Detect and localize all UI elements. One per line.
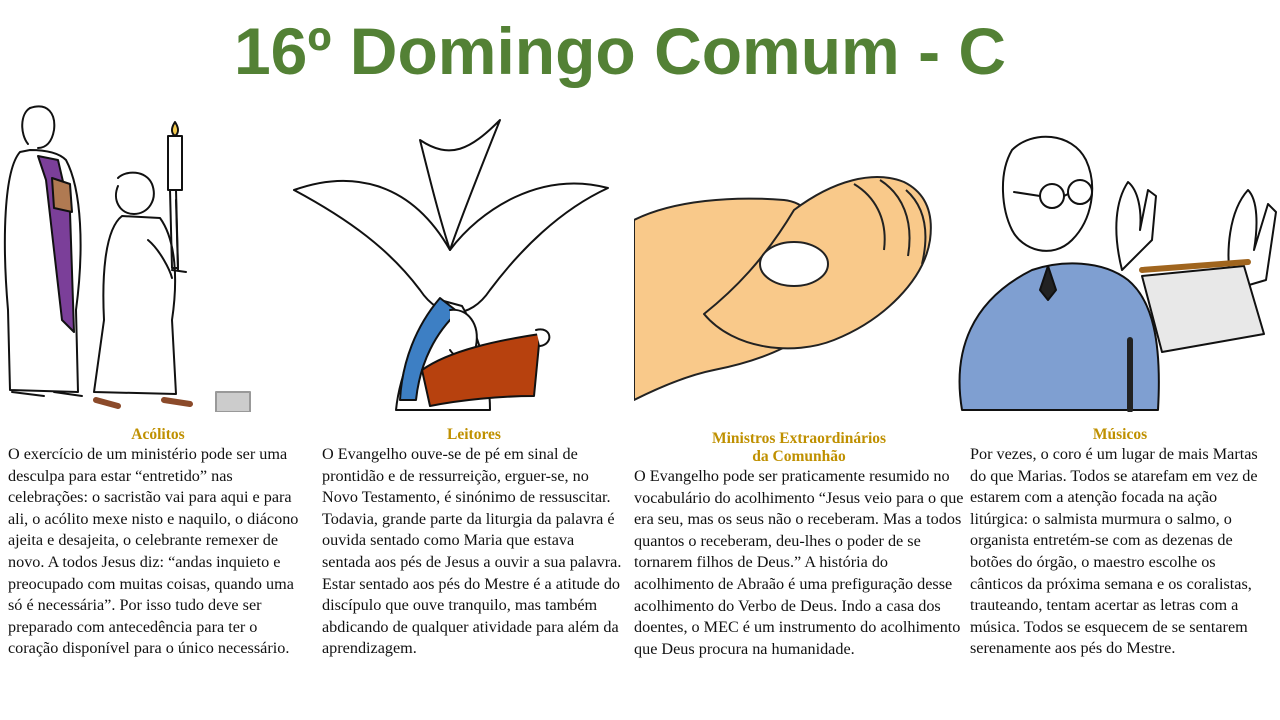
musicians-column (970, 426, 1270, 660)
ministers-heading-line1: Ministros Extraordinários (711, 430, 887, 447)
musicians-heading: Músicos (1092, 426, 1148, 443)
hands-with-host-icon (634, 100, 940, 412)
acolytes-illustration (0, 100, 252, 412)
ministers-column (634, 430, 964, 660)
slide-title: 16º Domingo Comum - C (233, 14, 1007, 88)
readers-illustration (290, 100, 610, 412)
ministers-illustration (634, 100, 940, 412)
readers-column (322, 426, 626, 660)
musicians-illustration (952, 100, 1280, 412)
dove-and-reader-icon (290, 100, 610, 412)
readers-heading: Leitores (447, 426, 501, 443)
readers-text: O Evangelho ouve-se de pé em sinal de prontidão e de ressurreição, erguer-se, no Novo Testamento, é sinónimo de ressuscitar. Todavia, grande parte da liturgia da palavra é ouvida sentado como Maria que estava sentada aos pés de Jesus a ouvir a sua palavra. Estar sentado aos pés do Mestre é a atitude do discípulo que ouve tranquilo, mas também abdicando de qualquer atividade para além da aprendizagem. (322, 445, 622, 658)
acolytes-heading: Acólitos (131, 426, 185, 443)
priest-and-acolyte-icon (0, 100, 252, 412)
choir-director-icon (952, 100, 1280, 412)
musicians-text: Por vezes, o coro é um lugar de mais Martas do que Marias. Todos se atarefam em vez de estarem com a atenção focada na ação litúrgica: o salmista murmura o salmo, o organista entretém-se com as dezenas de botões do órgão, o maestro escolhe os cânticos da próxima semana e os coralistas, trauteando, tentam acertar as letras com a música. Todos se esquecem de se sentarem serenamente aos pés do Mestre. (970, 445, 1258, 658)
ministers-text: O Evangelho pode ser praticamente resumido no vocabulário do acolhimento “Jesus veio para o que era seu, mas os seus não o receberam. Mas a todos quantos o receberam, deu-lhes o poder de se tornarem filhos de Deus.” A história do acolhimento de Abraão é uma prefiguração desse acolhimento do Verbo de Deus. Indo a casa dos doentes, o MEC é um instrumento do acolhimento que Deus procura na humanidade. (634, 467, 964, 658)
acolytes-column (8, 426, 308, 660)
ministers-heading-line2: da Comunhão (752, 448, 846, 465)
acolytes-text: O exercício de um ministério pode ser uma desculpa para estar “entretido” nas celebrações: o sacristão vai para aqui e para ali, o acólito mexe nisto e naquilo, o diácono ajeita e desajeita, o celebrante remexer de novo. A todos Jesus diz: “andas inquieto e preocupado com muitas coisas, quando uma só é necessária”. Por isso tudo deve ser preparado com antecedência para ter o coração disponível para o único necessário. (8, 445, 299, 658)
